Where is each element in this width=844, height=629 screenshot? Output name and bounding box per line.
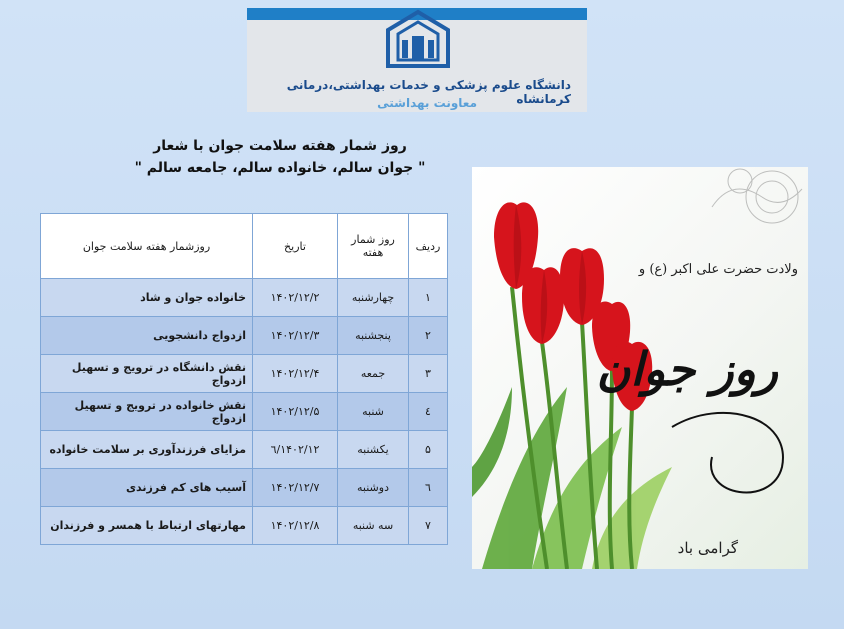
row-topic: مهارتهای ارتباط با همسر و فرزندان [41, 507, 253, 545]
row-day: یکشنبه [338, 431, 409, 469]
header-banner [247, 8, 587, 112]
row-topic: ازدواج دانشجویی [41, 317, 253, 355]
row-date: ۱۴۰۲/۱۲/۷ [253, 469, 338, 507]
row-topic: خانواده جوان و شاد [41, 279, 253, 317]
deputy-name: معاونت بهداشتی [377, 96, 477, 110]
row-num: ۲ [409, 317, 448, 355]
row-topic: آسیب های کم فرزندی [41, 469, 253, 507]
row-date: ۱۴۰۲/۱۲/۲ [253, 279, 338, 317]
poster-title: روز جوان [596, 342, 778, 396]
youth-day-poster [472, 167, 808, 569]
table-row [41, 431, 448, 469]
title-line-1: روز شمار هفته سلامت جوان با شعار [153, 138, 407, 154]
table-row [41, 355, 448, 393]
table-header-row [41, 214, 448, 279]
row-day: پنجشنبه [338, 317, 409, 355]
row-num: ۵ [409, 431, 448, 469]
table-row [41, 507, 448, 545]
row-date: ۱۴۰۲/۱۲/۵ [253, 393, 338, 431]
table-row [41, 393, 448, 431]
row-num: ۷ [409, 507, 448, 545]
row-topic: نقش خانواده در ترویج و تسهیل ازدواج [41, 393, 253, 431]
header-topic: روزشمار هفته سلامت جوان [41, 214, 253, 279]
header-num: ردیف [409, 214, 448, 279]
row-num: ٦ [409, 469, 448, 507]
row-day: جمعه [338, 355, 409, 393]
row-date: ۱۴۰۲/۱۲/۳ [253, 317, 338, 355]
table-row [41, 279, 448, 317]
row-day: سه شنبه [338, 507, 409, 545]
title-line-2: " جوان سالم، خانواده سالم، جامعه سالم " [134, 160, 426, 176]
table-row [41, 469, 448, 507]
poster-blessing: گرامی باد [677, 539, 738, 557]
row-day: چهارشنبه [338, 279, 409, 317]
table-row [41, 317, 448, 355]
row-date: ۱۴۰۲/۱۲/٦ [253, 431, 338, 469]
university-name: دانشگاه علوم پزشکی و خدمات بهداشتی،درمانی کرمانشاه [286, 78, 571, 106]
schedule-table [40, 213, 448, 545]
poster-occasion: ولادت حضرت علی اکبر (ع) و [638, 262, 798, 277]
row-date: ۱۴۰۲/۱۲/۴ [253, 355, 338, 393]
row-num: ۱ [409, 279, 448, 317]
header-day: روز شمار هفته [338, 214, 409, 279]
row-topic: مزایای فرزندآوری بر سلامت خانواده [41, 431, 253, 469]
row-day: شنبه [338, 393, 409, 431]
page-title [120, 135, 440, 179]
university-logo-icon [382, 8, 454, 70]
row-num: ۳ [409, 355, 448, 393]
header-date: تاریخ [253, 214, 338, 279]
row-day: دوشنبه [338, 469, 409, 507]
row-topic: نقش دانشگاه در ترویج و تسهیل ازدواج [41, 355, 253, 393]
row-date: ۱۴۰۲/۱۲/۸ [253, 507, 338, 545]
row-num: ٤ [409, 393, 448, 431]
